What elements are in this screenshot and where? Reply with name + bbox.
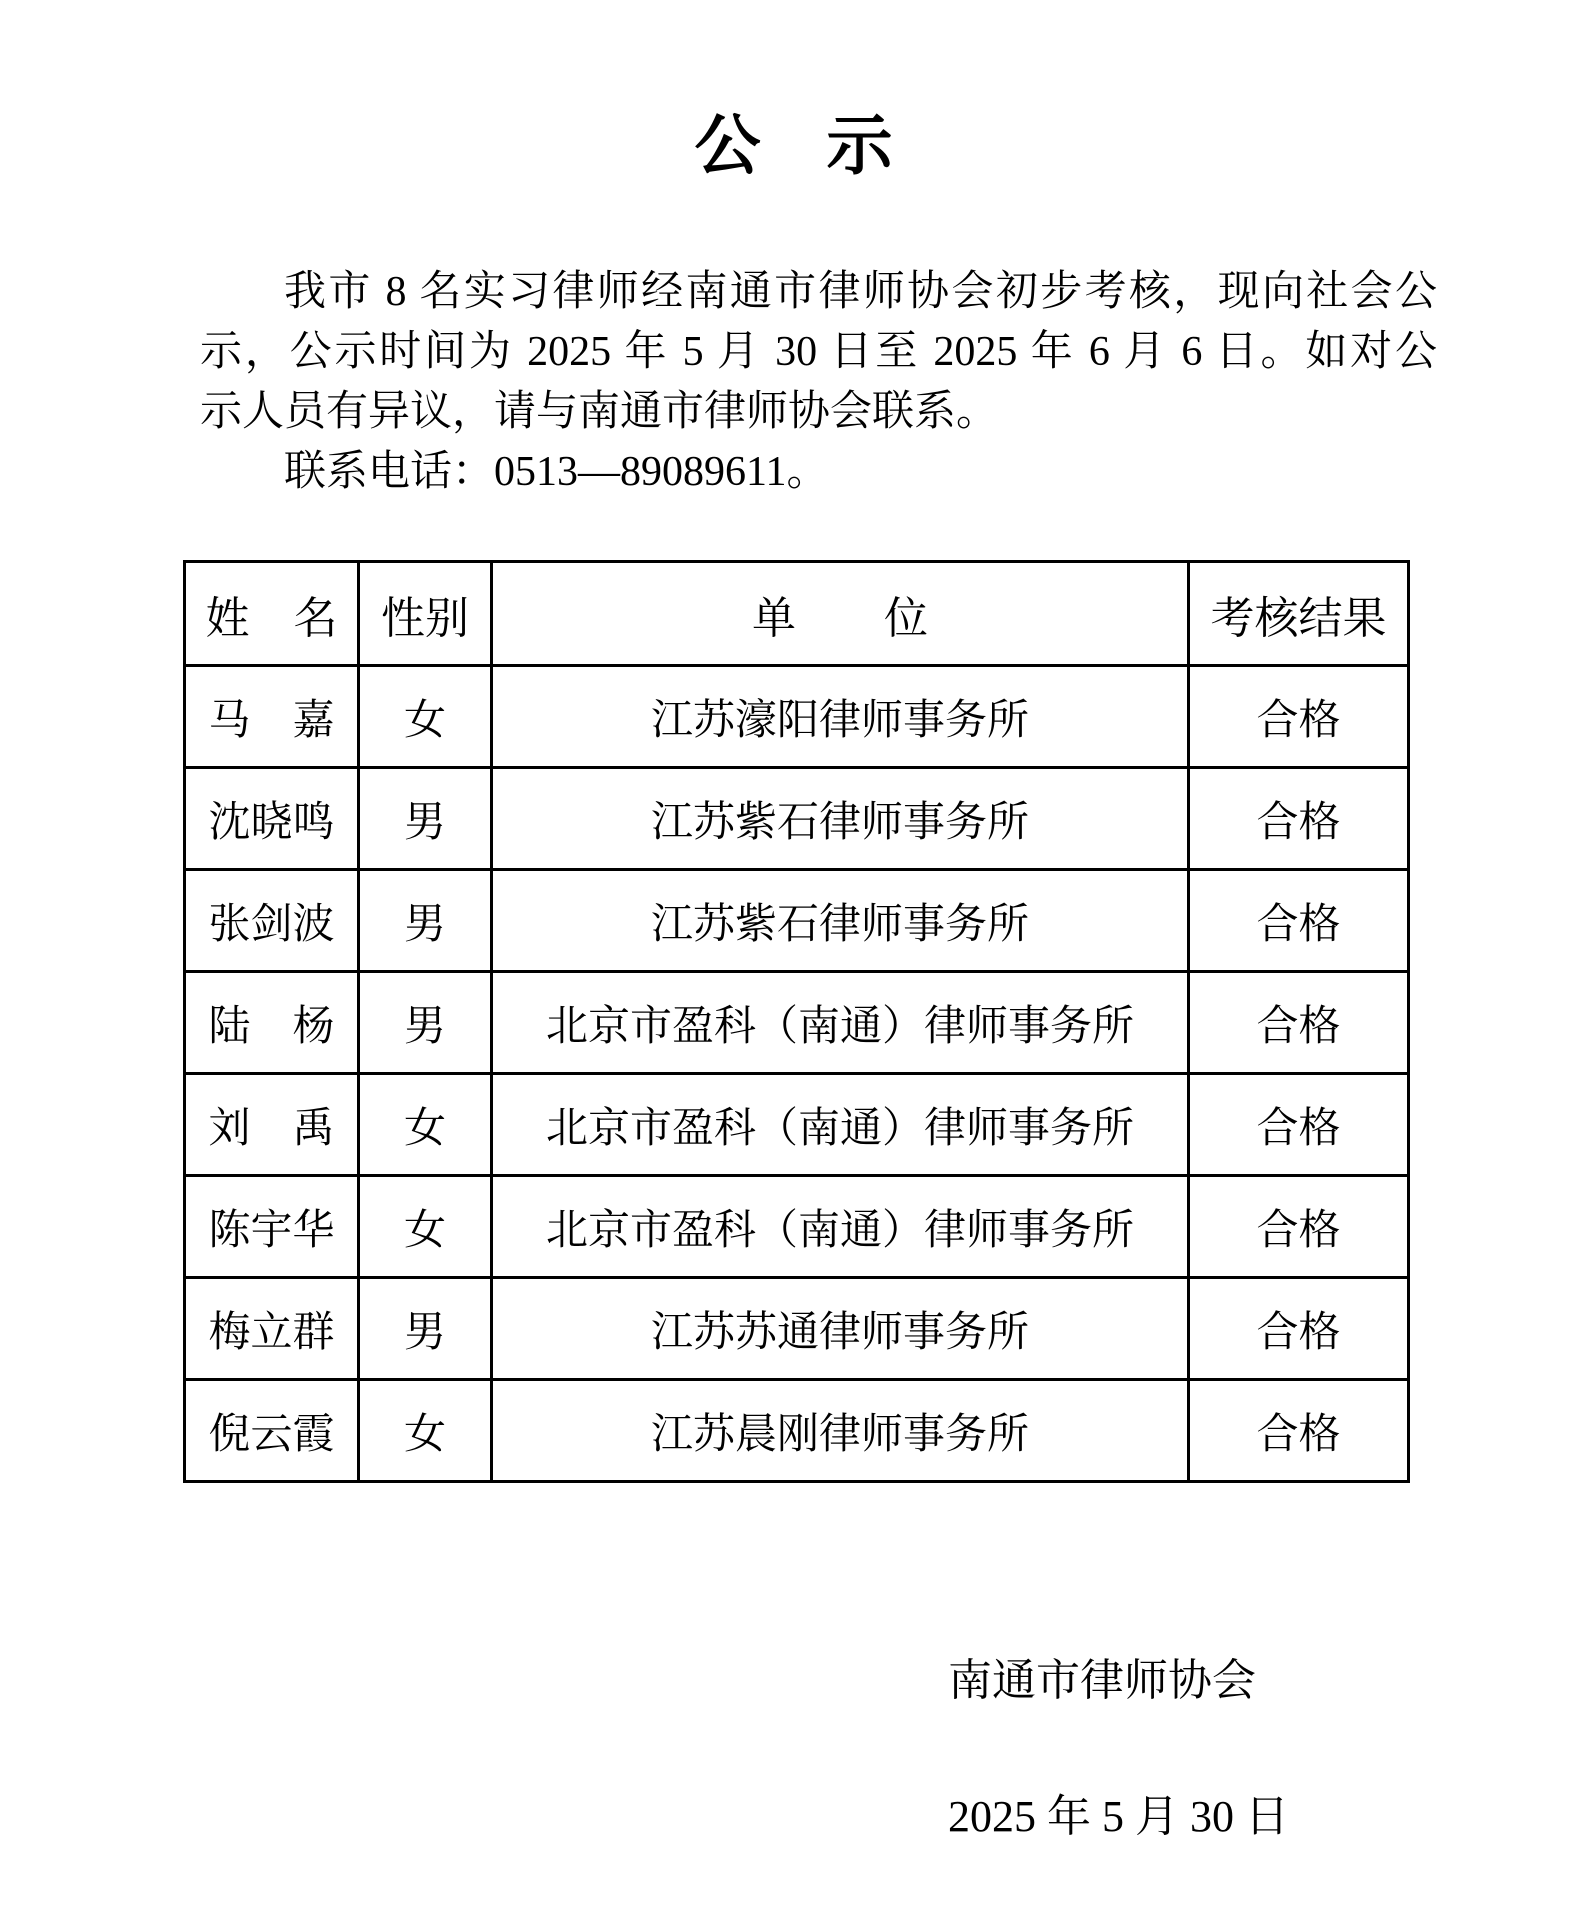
- paragraph-line: 示人员有异议，请与南通市律师协会联系。: [200, 389, 999, 435]
- cell-gender: 男: [359, 870, 492, 972]
- announcement-body: [200, 262, 1437, 502]
- cell-name: 梅立群: [185, 1278, 359, 1380]
- cell-gender: 女: [359, 666, 492, 768]
- cell-result: 合格: [1189, 1380, 1409, 1482]
- cell-name: 倪云霞: [185, 1380, 359, 1482]
- cell-result: 合格: [1189, 870, 1409, 972]
- cell-result: 合格: [1189, 1074, 1409, 1176]
- column-header-result: 考核结果: [1189, 562, 1409, 666]
- table-row: [185, 972, 1409, 1074]
- cell-gender: 男: [359, 972, 492, 1074]
- cell-gender: 男: [359, 768, 492, 870]
- table-header-row: [185, 562, 1409, 666]
- cell-firm: 北京市盈科（南通）律师事务所: [492, 972, 1189, 1074]
- column-header-name: 姓 名: [185, 562, 359, 666]
- issue-date: 2025 年 5 月 30 日: [948, 1792, 1289, 1841]
- cell-name: 刘 禹: [185, 1074, 359, 1176]
- cell-firm: 江苏苏通律师事务所: [492, 1278, 1189, 1380]
- cell-firm: 北京市盈科（南通）律师事务所: [492, 1176, 1189, 1278]
- cell-result: 合格: [1189, 666, 1409, 768]
- cell-gender: 女: [359, 1074, 492, 1176]
- column-header-firm: 单 位: [492, 562, 1189, 666]
- page-title: 公 示: [694, 110, 893, 183]
- cell-result: 合格: [1189, 1176, 1409, 1278]
- cell-name: 张剑波: [185, 870, 359, 972]
- cell-name: 陆 杨: [185, 972, 359, 1074]
- table-row: [185, 1380, 1409, 1482]
- cell-result: 合格: [1189, 972, 1409, 1074]
- paragraph-line: 我市 8 名实习律师经南通市律师协会初步考核，现向社会公: [284, 269, 1437, 315]
- cell-name: 陈宇华: [185, 1176, 359, 1278]
- cell-firm: 北京市盈科（南通）律师事务所: [492, 1074, 1189, 1176]
- paragraph-line: 示，公示时间为 2025 年 5 月 30 日至 2025 年 6 月 6 日。如对公: [200, 329, 1437, 375]
- table-row: [185, 1176, 1409, 1278]
- table-row: [185, 1278, 1409, 1380]
- table-row: [185, 768, 1409, 870]
- table-row: [185, 1074, 1409, 1176]
- assessment-result-table: [183, 560, 1410, 1483]
- cell-result: 合格: [1189, 768, 1409, 870]
- table-row: [185, 666, 1409, 768]
- cell-firm: 江苏紫石律师事务所: [492, 768, 1189, 870]
- issuer-signature: 南通市律师协会: [948, 1656, 1256, 1705]
- cell-firm: 江苏紫石律师事务所: [492, 870, 1189, 972]
- column-header-gender: 性别: [359, 562, 492, 666]
- table-row: [185, 870, 1409, 972]
- cell-gender: 男: [359, 1278, 492, 1380]
- cell-result: 合格: [1189, 1278, 1409, 1380]
- cell-firm: 江苏晨刚律师事务所: [492, 1380, 1189, 1482]
- contact-phone-line: 联系电话：0513—89089611。: [284, 449, 829, 495]
- cell-firm: 江苏濠阳律师事务所: [492, 666, 1189, 768]
- cell-gender: 女: [359, 1176, 492, 1278]
- cell-gender: 女: [359, 1380, 492, 1482]
- cell-name: 马 嘉: [185, 666, 359, 768]
- cell-name: 沈晓鸣: [185, 768, 359, 870]
